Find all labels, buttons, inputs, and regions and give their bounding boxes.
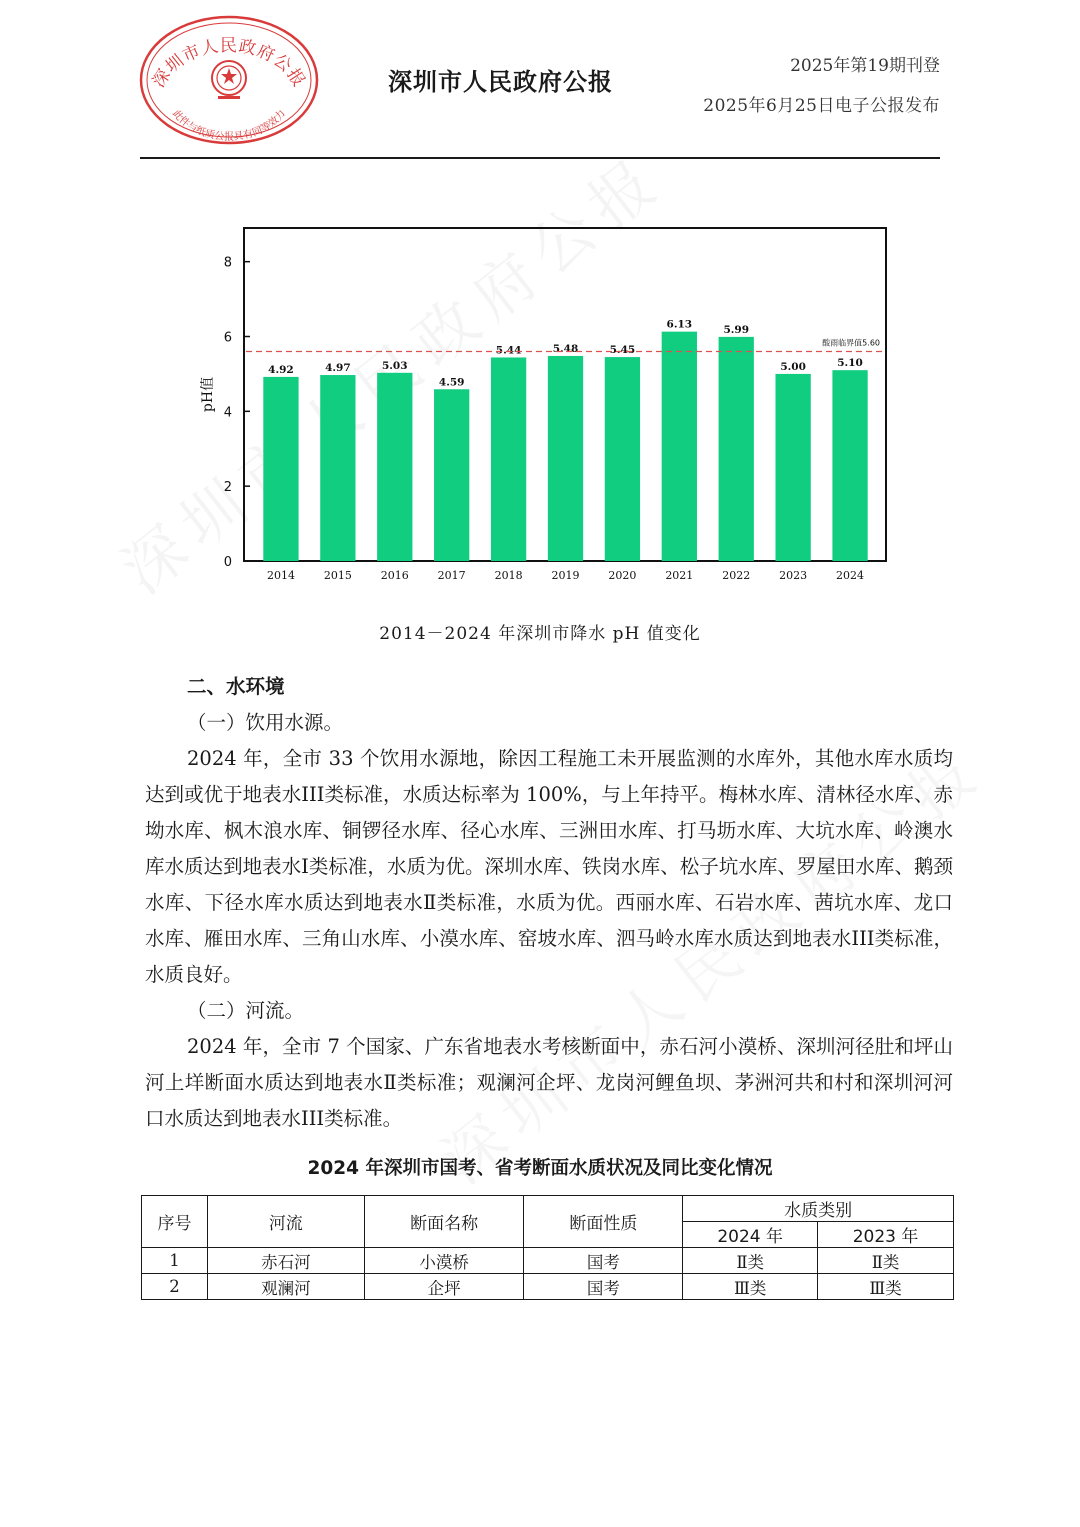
header-divider — [140, 157, 940, 159]
rivers-paragraph: 2024 年，全市 7 个国家、广东省地表水考核断面中，赤石河小漠桥、深圳河径肚和坪山河上垟断面水质达到地表水Ⅱ类标准；观澜河企坪、龙岗河鲤鱼坝、茅洲河共和村和深圳河河口水质达到地表水III类标准。 — [145, 1035, 953, 1130]
bar — [775, 374, 810, 561]
cell-river: 观澜河 — [207, 1274, 364, 1300]
bar-value-label: 5.99 — [723, 323, 750, 336]
svg-text:此件与纸质公报具有同等效力 — [170, 107, 288, 143]
water-quality-table — [141, 1195, 954, 1300]
chart-caption: 2014－2024 年深圳市降水 pH 值变化 — [379, 624, 701, 644]
col-header-index: 序号 — [142, 1196, 208, 1248]
cell-section-type: 国考 — [524, 1274, 683, 1300]
bar — [605, 357, 640, 561]
issue-info: 2025年第19期刊登 — [790, 56, 940, 76]
x-tick-label: 2014 — [266, 569, 295, 582]
table-row — [142, 1248, 954, 1274]
table-title: 2024 年深圳市国考、省考断面水质状况及同比变化情况 — [307, 1158, 773, 1179]
release-info: 2025年6月25日电子公报发布 — [703, 96, 940, 116]
publication-title: 深圳市人民政府公报 — [388, 68, 613, 96]
y-tick-label: 0 — [223, 555, 232, 570]
national-emblem-icon — [212, 61, 246, 99]
x-tick-label: 2020 — [608, 569, 637, 582]
x-tick-label: 2019 — [551, 569, 580, 582]
section-heading: 二、水环境 — [187, 675, 285, 698]
bar — [719, 337, 754, 561]
y-tick-label: 2 — [223, 480, 232, 496]
bar — [320, 375, 355, 561]
seal-top-text: 深圳市人民政府公报 — [148, 36, 310, 92]
bar-value-label: 5.10 — [837, 357, 863, 370]
col-header-section-type: 断面性质 — [524, 1196, 683, 1248]
bar-value-label: 6.13 — [666, 318, 693, 331]
cell-class-2023: Ⅲ类 — [818, 1274, 954, 1300]
bar-value-label: 5.00 — [780, 360, 806, 373]
x-tick-label: 2023 — [779, 569, 808, 582]
y-tick-label: 8 — [223, 255, 232, 271]
cell-section-name: 企坪 — [364, 1274, 524, 1300]
bar-value-label: 4.97 — [325, 362, 351, 375]
bar-value-label: 5.03 — [381, 359, 408, 372]
ph-bar-chart — [190, 220, 900, 595]
x-tick-label: 2022 — [722, 569, 751, 582]
x-tick-label: 2017 — [437, 569, 466, 582]
cell-class-2023: Ⅱ类 — [818, 1248, 954, 1274]
col-header-2024: 2024 年 — [683, 1222, 818, 1248]
cell-index: 2 — [142, 1274, 208, 1300]
bar — [377, 373, 412, 561]
bar — [662, 332, 697, 561]
x-tick-label: 2018 — [494, 569, 523, 582]
cell-section-name: 小漠桥 — [364, 1248, 524, 1274]
bar — [491, 357, 526, 561]
cell-section-type: 国考 — [524, 1248, 683, 1274]
x-tick-label: 2021 — [665, 569, 694, 582]
x-tick-label: 2024 — [836, 569, 865, 582]
cell-river: 赤石河 — [207, 1248, 364, 1274]
bar-value-label: 5.45 — [609, 344, 636, 357]
official-seal — [138, 14, 320, 146]
table-row — [142, 1274, 954, 1300]
bar-value-label: 5.48 — [552, 342, 579, 355]
bar-value-label: 4.92 — [268, 363, 294, 376]
y-tick-label: 4 — [223, 405, 232, 421]
threshold-label: 酸雨临界值5.60 — [822, 338, 880, 348]
cell-index: 1 — [142, 1248, 208, 1274]
svg-text:深圳市人民政府公报 — [149, 36, 309, 91]
bar — [263, 377, 298, 561]
drinking-water-paragraph: 2024 年，全市 33 个饮用水源地，除因工程施工未开展监测的水库外，其他水库水质均达到或优于地表水III类标准，水质达标率为 100%，与上年持平。梅林水库、清林径水库、赤坳水库、枫木浪水库、铜锣径水库、径心水库、三洲田水库、打马坜水库、大坑水库、岭澳水库水质达到地表水Ⅰ类标准，水质为优。深圳水库、铁岗水库、松子坑水库、罗屋田水库、鹅颈水库、下径水库水质达到地表水Ⅱ类标准，水质为优。西丽水库、石岩水库、茜坑水库、龙口水库、雁田水库、三角山水库、小漠水库、窑坡水库、泗马岭水库水质达到地表水III类标准，水质良好。 — [145, 747, 953, 986]
x-tick-label: 2015 — [323, 569, 352, 582]
bar — [832, 370, 867, 561]
col-header-water-class: 水质类别 — [683, 1196, 954, 1222]
col-header-section-name: 断面名称 — [364, 1196, 524, 1248]
cell-class-2024: Ⅱ类 — [683, 1248, 818, 1274]
subsection-title: （二）河流。 — [187, 999, 305, 1022]
col-header-river: 河流 — [207, 1196, 364, 1248]
x-tick-label: 2016 — [380, 569, 409, 582]
y-axis-label: pH值 — [200, 376, 216, 413]
bar — [548, 356, 583, 561]
subsection-title: （一）饮用水源。 — [187, 711, 344, 734]
subsection-drinking-water — [145, 705, 953, 1137]
cell-class-2024: Ⅲ类 — [683, 1274, 818, 1300]
bar-value-label: 5.44 — [495, 344, 522, 357]
bar — [434, 389, 469, 561]
seal-bottom-text: 此件与纸质公报具有同等效力 — [170, 108, 288, 143]
bar-value-label: 4.59 — [438, 376, 465, 389]
y-tick-label: 6 — [223, 330, 232, 346]
col-header-2023: 2023 年 — [818, 1222, 954, 1248]
